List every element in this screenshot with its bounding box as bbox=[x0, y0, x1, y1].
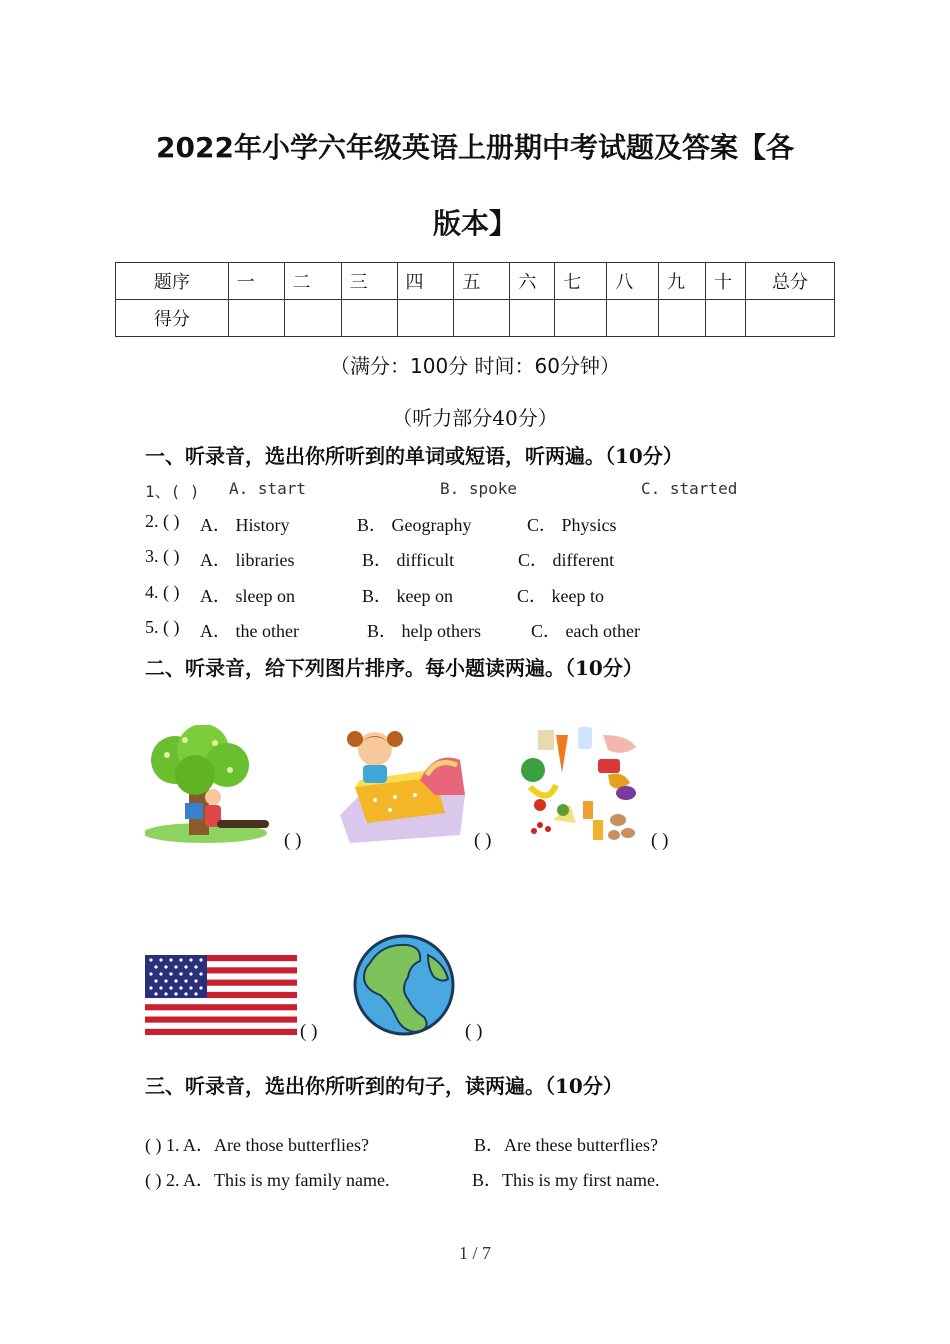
q2-option-a: A． History bbox=[200, 515, 290, 535]
q3-option-a: A． libraries bbox=[200, 550, 295, 570]
q4-number: 4. ( ) bbox=[145, 582, 180, 602]
score-table-header-row bbox=[116, 263, 835, 300]
q5-number: 5. ( ) bbox=[145, 617, 180, 637]
section1-title: 一、听录音，选出你所听到的单词或短语，听两遍。（10分） bbox=[145, 444, 683, 468]
header-cell: 总分 bbox=[746, 263, 835, 300]
header-cell: 十 bbox=[706, 263, 746, 300]
s3-q2-option-a: ( ) 2. A．This is my family name. bbox=[145, 1170, 390, 1190]
header-cell: 一 bbox=[228, 263, 284, 300]
score-table bbox=[115, 262, 835, 337]
q1-option-b: B. spoke bbox=[440, 479, 518, 498]
score-cell[interactable] bbox=[284, 300, 341, 337]
header-cell: 四 bbox=[397, 263, 454, 300]
header-cell: 三 bbox=[341, 263, 397, 300]
picture4-answer-blank[interactable]: ( ) bbox=[300, 1021, 318, 1042]
listening-header: （听力部分40分） bbox=[392, 406, 558, 430]
q2-option-b: B． Geography bbox=[357, 515, 472, 535]
q4-option-c: C． keep to bbox=[517, 586, 604, 606]
header-cell: 八 bbox=[607, 263, 659, 300]
q1-option-a: A. start bbox=[229, 479, 307, 498]
header-cell: 题序 bbox=[116, 263, 229, 300]
score-cell[interactable] bbox=[706, 300, 746, 337]
food-picture bbox=[518, 725, 643, 850]
section2-title: 二、听录音，给下列图片排序。每小题读两遍。（10分） bbox=[145, 656, 643, 680]
q3-option-c: C． different bbox=[518, 550, 615, 570]
q3-option-b: B． difficult bbox=[362, 550, 455, 570]
document-title-line2: 版本】 bbox=[432, 207, 517, 240]
score-cell[interactable] bbox=[454, 300, 510, 337]
score-cell[interactable] bbox=[341, 300, 397, 337]
score-cell[interactable] bbox=[555, 300, 607, 337]
score-cell[interactable] bbox=[746, 300, 835, 337]
q3-number: 3. ( ) bbox=[145, 546, 180, 566]
q2-number: 2. ( ) bbox=[145, 511, 180, 531]
picture5-answer-blank[interactable]: ( ) bbox=[465, 1021, 483, 1042]
picture3-answer-blank[interactable]: ( ) bbox=[651, 830, 669, 851]
score-cell[interactable] bbox=[228, 300, 284, 337]
score-cell[interactable] bbox=[659, 300, 706, 337]
header-cell: 二 bbox=[284, 263, 341, 300]
tree-reading-picture bbox=[145, 725, 280, 850]
q4-option-b: B． keep on bbox=[362, 586, 453, 606]
s3-q1-option-a: ( ) 1. A．Are those butterflies? bbox=[145, 1135, 369, 1155]
section3-title: 三、听录音，选出你所听到的句子，读两遍。（10分） bbox=[145, 1074, 623, 1098]
q5-option-b: B． help others bbox=[367, 621, 481, 641]
header-cell: 五 bbox=[454, 263, 510, 300]
q5-option-a: A． the other bbox=[200, 621, 299, 641]
picture2-answer-blank[interactable]: ( ) bbox=[474, 830, 492, 851]
earth-globe-picture bbox=[352, 933, 456, 1037]
picture1-answer-blank[interactable]: ( ) bbox=[284, 830, 302, 851]
header-cell: 六 bbox=[510, 263, 555, 300]
page-number: 1 / 7 bbox=[458, 1243, 491, 1263]
us-flag-picture bbox=[145, 955, 297, 1035]
q2-option-c: C． Physics bbox=[527, 515, 617, 535]
q1-option-c: C. started bbox=[641, 479, 738, 498]
q1-number: 1、( ) bbox=[145, 482, 200, 501]
q5-option-c: C． each other bbox=[531, 621, 640, 641]
score-cell[interactable] bbox=[510, 300, 555, 337]
exam-info: （满分：100分 时间：60分钟） bbox=[330, 354, 620, 378]
score-cell[interactable] bbox=[397, 300, 454, 337]
header-cell: 七 bbox=[555, 263, 607, 300]
s3-q2-option-b: B．This is my first name. bbox=[472, 1170, 660, 1190]
girl-cake-picture bbox=[335, 725, 470, 850]
s3-q1-option-b: B．Are these butterflies? bbox=[474, 1135, 658, 1155]
header-cell: 九 bbox=[659, 263, 706, 300]
document-title-line1: 2022年小学六年级英语上册期中考试题及答案【各 bbox=[156, 131, 794, 164]
score-cell[interactable] bbox=[607, 300, 659, 337]
score-row-label: 得分 bbox=[116, 300, 229, 337]
q4-option-a: A． sleep on bbox=[200, 586, 295, 606]
score-table-score-row bbox=[116, 300, 835, 337]
